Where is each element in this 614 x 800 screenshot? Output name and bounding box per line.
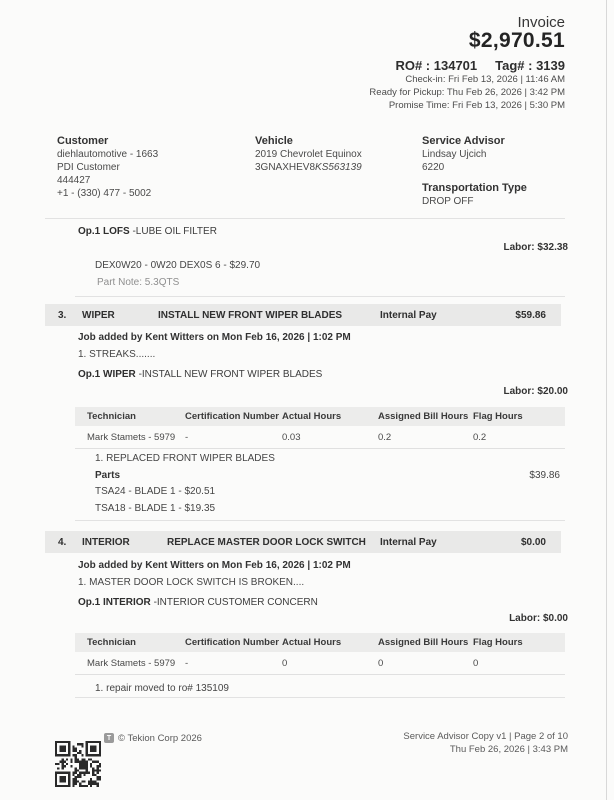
tekion-logo-letter: T [106,734,112,742]
service-advisor-number: 6220 [422,162,445,173]
ready-for-pickup-time: Ready for Pickup: Thu Feb 26, 2026 | 3:42 PM [369,87,565,98]
table-row [75,426,565,449]
job-title: REPLACE MASTER DOOR LOCK SWITCH [167,537,366,548]
wiper-labor-amount: Labor: $20.00 [503,386,568,397]
interior-labor-amount: Labor: $0.00 [509,613,568,624]
customer-section-title: Customer [57,135,109,147]
cell-assigned-bill-hours: 0.2 [378,431,392,443]
scan-edge-line [606,0,607,800]
job-header-wiper [45,304,561,326]
job-header-interior [45,531,561,553]
invoice-total: $2,970.51 [468,29,565,52]
customer-number: 444427 [57,175,91,186]
cell-flag-hours: 0 [473,657,479,669]
footer-copyright: © Tekion Corp 2026 [118,733,202,744]
divider [45,218,565,219]
lofs-op-line [78,226,217,237]
table-header-row [75,407,565,426]
service-advisor-section-title: Service Advisor [422,135,505,147]
col-actual-hours: Actual Hours [282,411,342,422]
divider [75,697,565,698]
customer-name: diehlautomotive - 1663 [57,149,159,160]
vehicle-vin [255,162,362,173]
col-certification-number: Certification Number [185,637,279,648]
ro-tag-line [395,58,565,73]
wiper-added-by: Job added by Kent Witters on Mon Feb 16, 2026 | 1:02 PM [78,332,351,343]
table-row [75,652,565,675]
col-flag-hours: Flag Hours [473,411,523,422]
job-total: $59.86 [515,310,546,321]
vehicle-model: 2019 Chevrolet Equinox [255,149,362,160]
wiper-op-desc: -INSTALL NEW FRONT WIPER BLADES [135,369,323,380]
job-number: 4. [58,537,67,548]
job-category: WIPER [82,310,115,321]
promise-time: Promise Time: Fri Feb 13, 2026 | 5:30 PM [388,100,565,111]
tekion-logo-icon [104,733,114,743]
customer-phone: +1 - (330) 477 - 5002 [57,188,152,199]
lofs-op-label: Op.1 LOFS [78,226,130,237]
wiper-op-label: Op.1 WIPER [78,369,136,380]
cell-certification-number: - [185,657,189,669]
wiper-part-line: TSA18 - BLADE 1 - $19.35 [95,503,216,514]
col-assigned-bill-hours: Assigned Bill Hours [378,637,469,648]
ro-number: RO# : 134701 [395,58,478,73]
vehicle-section-title: Vehicle [255,135,293,147]
invoice-title: Invoice [517,14,565,31]
lofs-part-line: DEX0W20 - 0W20 DEX0S 6 - $29.70 [95,260,261,271]
divider [75,296,565,297]
interior-tech-table [75,633,565,675]
col-certification-number: Certification Number [185,411,279,422]
job-pay-type: Internal Pay [380,537,437,548]
col-actual-hours: Actual Hours [282,637,342,648]
job-number: 3. [58,310,67,321]
vin-suffix: KS563139 [315,162,362,173]
divider [75,520,565,521]
interior-op-label: Op.1 INTERIOR [78,597,151,608]
col-technician: Technician [87,411,136,422]
customer-type: PDI Customer [57,162,120,173]
col-technician: Technician [87,637,136,648]
cell-flag-hours: 0.2 [473,431,487,443]
lofs-part-note: Part Note: 5.3QTS [97,277,180,288]
transportation-value: DROP OFF [422,196,474,207]
cell-actual-hours: 0.03 [282,431,301,443]
transportation-section-title: Transportation Type [422,182,527,194]
col-assigned-bill-hours: Assigned Bill Hours [378,411,469,422]
table-header-row [75,633,565,652]
qr-code [55,740,101,788]
job-title: INSTALL NEW FRONT WIPER BLADES [158,310,343,321]
footer-print-time: Thu Feb 26, 2026 | 3:43 PM [449,744,568,755]
col-flag-hours: Flag Hours [473,637,523,648]
lofs-op-desc: -LUBE OIL FILTER [129,226,217,237]
cell-certification-number: - [185,431,189,443]
cell-assigned-bill-hours: 0 [378,657,384,669]
cell-technician: Mark Stamets - 5979 [87,431,176,443]
wiper-part-line: TSA24 - BLADE 1 - $20.51 [95,486,216,497]
wiper-parts-total: $39.86 [529,470,560,481]
cell-actual-hours: 0 [282,657,288,669]
interior-added-by: Job added by Kent Witters on Mon Feb 16, 2026 | 1:02 PM [78,560,351,571]
wiper-op-line [78,369,322,380]
interior-concern: 1. MASTER DOOR LOCK SWITCH IS BROKEN.... [78,577,305,588]
interior-op-line [78,597,318,608]
interior-note: 1. repair moved to ro# 135109 [95,683,229,694]
job-pay-type: Internal Pay [380,310,437,321]
vin-prefix: 3GNAXHEV8 [255,162,316,173]
cell-technician: Mark Stamets - 5979 [87,657,176,669]
service-advisor-name: Lindsay Ujcich [422,149,487,160]
wiper-tech-table [75,407,565,449]
tag-number: Tag# : 3139 [495,58,565,73]
wiper-story: 1. REPLACED FRONT WIPER BLADES [95,453,275,464]
job-category: INTERIOR [82,537,130,548]
job-total: $0.00 [520,537,546,548]
lofs-labor-amount: Labor: $32.38 [503,242,568,253]
wiper-parts-label: Parts [95,470,121,481]
interior-op-desc: -INTERIOR CUSTOMER CONCERN [150,597,318,608]
wiper-concern: 1. STREAKS....... [78,349,156,360]
check-in-time: Check-in: Fri Feb 13, 2026 | 11:46 AM [405,74,565,85]
footer-copy-info: Service Advisor Copy v1 | Page 2 of 10 [403,731,568,742]
